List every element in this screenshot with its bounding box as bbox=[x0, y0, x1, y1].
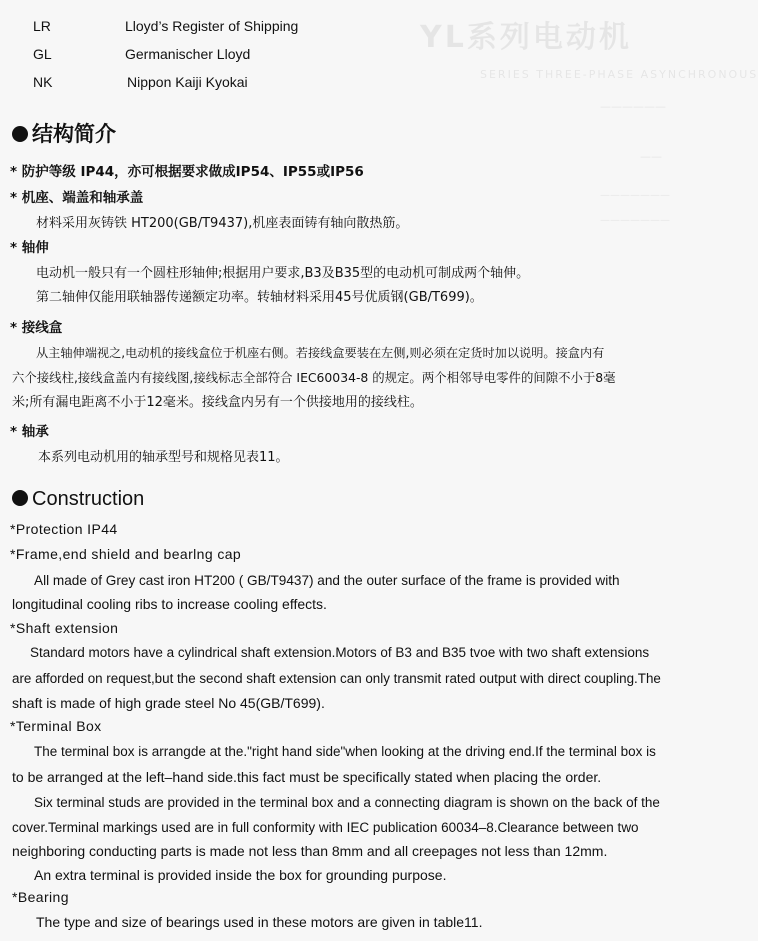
en-frame-body: longitudinal cooling ribs to increase cooling effects. bbox=[12, 596, 327, 612]
en-box-body: The terminal box is arrangde at the."right hand side"when looking at the driving end.If the terminal box is bbox=[34, 744, 656, 759]
bullet-dot-icon bbox=[12, 126, 28, 142]
register-name: Nippon Kaiji Kyokai bbox=[127, 74, 248, 90]
cn-box-body: 从主轴伸端视之,电动机的接线盒位于机座右侧。若接线盒要装在左侧,则必须在定货时加以说明。接盒内有 bbox=[36, 346, 605, 360]
en-shaft-body: are afforded on request,but the second shaft extension can only transmit rated output with direct coupling.The bbox=[12, 671, 661, 686]
register-code: GL bbox=[33, 46, 52, 62]
cn-box-body: 六个接线柱,接线盒盖内有接线图,接线标志全部符合 IEC60034-8 的规定。两个相邻导电零件的间隙不小于8毫 bbox=[12, 370, 616, 385]
register-code: NK bbox=[33, 74, 53, 90]
section-heading-cn bbox=[12, 118, 116, 148]
en-box-body: An extra terminal is provided inside the box for grounding purpose. bbox=[34, 867, 447, 883]
en-box-body: cover.Terminal markings used are in full conformity with IEC publication 60034–8.Clearance between two bbox=[12, 820, 639, 835]
en-frame-heading: *Frame,end shield and bearlng cap bbox=[10, 546, 242, 562]
en-box-body: neighboring conducting parts is made not less than 8mm and all creepages not less than 12mm. bbox=[12, 843, 608, 859]
en-frame-body: All made of Grey cast iron HT200 ( GB/T9437) and the outer surface of the frame is provided with bbox=[34, 573, 620, 588]
en-protection: *Protection IP44 bbox=[10, 521, 118, 537]
en-box-body: Six terminal studs are provided in the terminal box and a connecting diagram is shown on the back of the bbox=[34, 795, 660, 810]
ghost-line: ——————— bbox=[600, 215, 670, 226]
heading-text: 结构简介 bbox=[32, 122, 116, 146]
cn-bearing-heading: * 轴承 bbox=[10, 424, 49, 440]
heading-text: Construction bbox=[32, 488, 145, 510]
cn-protection: * 防护等级 IP44，亦可根据要求做成IP54、IP55或IP56 bbox=[10, 164, 364, 180]
cn-frame-body: 材料采用灰铸铁 HT200(GB/T9437),机座表面铸有轴向散热筋。 bbox=[36, 216, 409, 231]
en-bearing-heading: *Bearing bbox=[12, 889, 69, 905]
en-box-body: to be arranged at the left–hand side.this fact must be specifically stated when placing the order. bbox=[12, 769, 602, 785]
en-bearing-body: The type and size of bearings used in these motors are given in table11. bbox=[36, 914, 483, 930]
en-box-heading: *Terminal Box bbox=[10, 718, 102, 734]
ghost-line: ——————— bbox=[600, 190, 670, 201]
section-heading-en bbox=[12, 488, 144, 511]
register-name: Lloyd’s Register of Shipping bbox=[125, 18, 299, 34]
register-name: Germanischer Lloyd bbox=[125, 46, 251, 62]
cn-bearing-body: 本系列电动机用的轴承型号和规格见表11。 bbox=[38, 450, 289, 465]
bullet-dot-icon bbox=[12, 490, 28, 506]
cn-shaft-heading: * 轴伸 bbox=[10, 240, 49, 256]
ghost-line: —— bbox=[640, 150, 662, 163]
cn-box-heading: * 接线盒 bbox=[10, 320, 63, 336]
cn-shaft-body: 第二轴伸仅能用联轴器传递额定功率。转轴材料采用45号优质钢(GB/T699)。 bbox=[36, 290, 483, 305]
register-code: LR bbox=[33, 18, 51, 34]
cn-box-body: 米;所有漏电距离不小于12毫米。接线盒内另有一个供接地用的接线柱。 bbox=[12, 395, 423, 410]
ghost-subtitle: SERIES THREE-PHASE ASYNCHRONOUS bbox=[480, 68, 758, 81]
ghost-title: YL系列电动机 bbox=[420, 20, 632, 55]
en-shaft-heading: *Shaft extension bbox=[10, 620, 119, 636]
en-shaft-body: Standard motors have a cylindrical shaft extension.Motors of B3 and B35 tvoe with two shaft extensions bbox=[30, 645, 650, 660]
cn-shaft-body: 电动机一般只有一个圆柱形轴伸;根据用户要求,B3及B35型的电动机可制成两个轴伸。 bbox=[36, 266, 530, 281]
cn-frame-heading: * 机座、端盖和轴承盖 bbox=[10, 190, 144, 206]
en-shaft-body: shaft is made of high grade steel No 45(GB/T699). bbox=[12, 695, 325, 711]
ghost-line: —————— bbox=[600, 100, 666, 113]
